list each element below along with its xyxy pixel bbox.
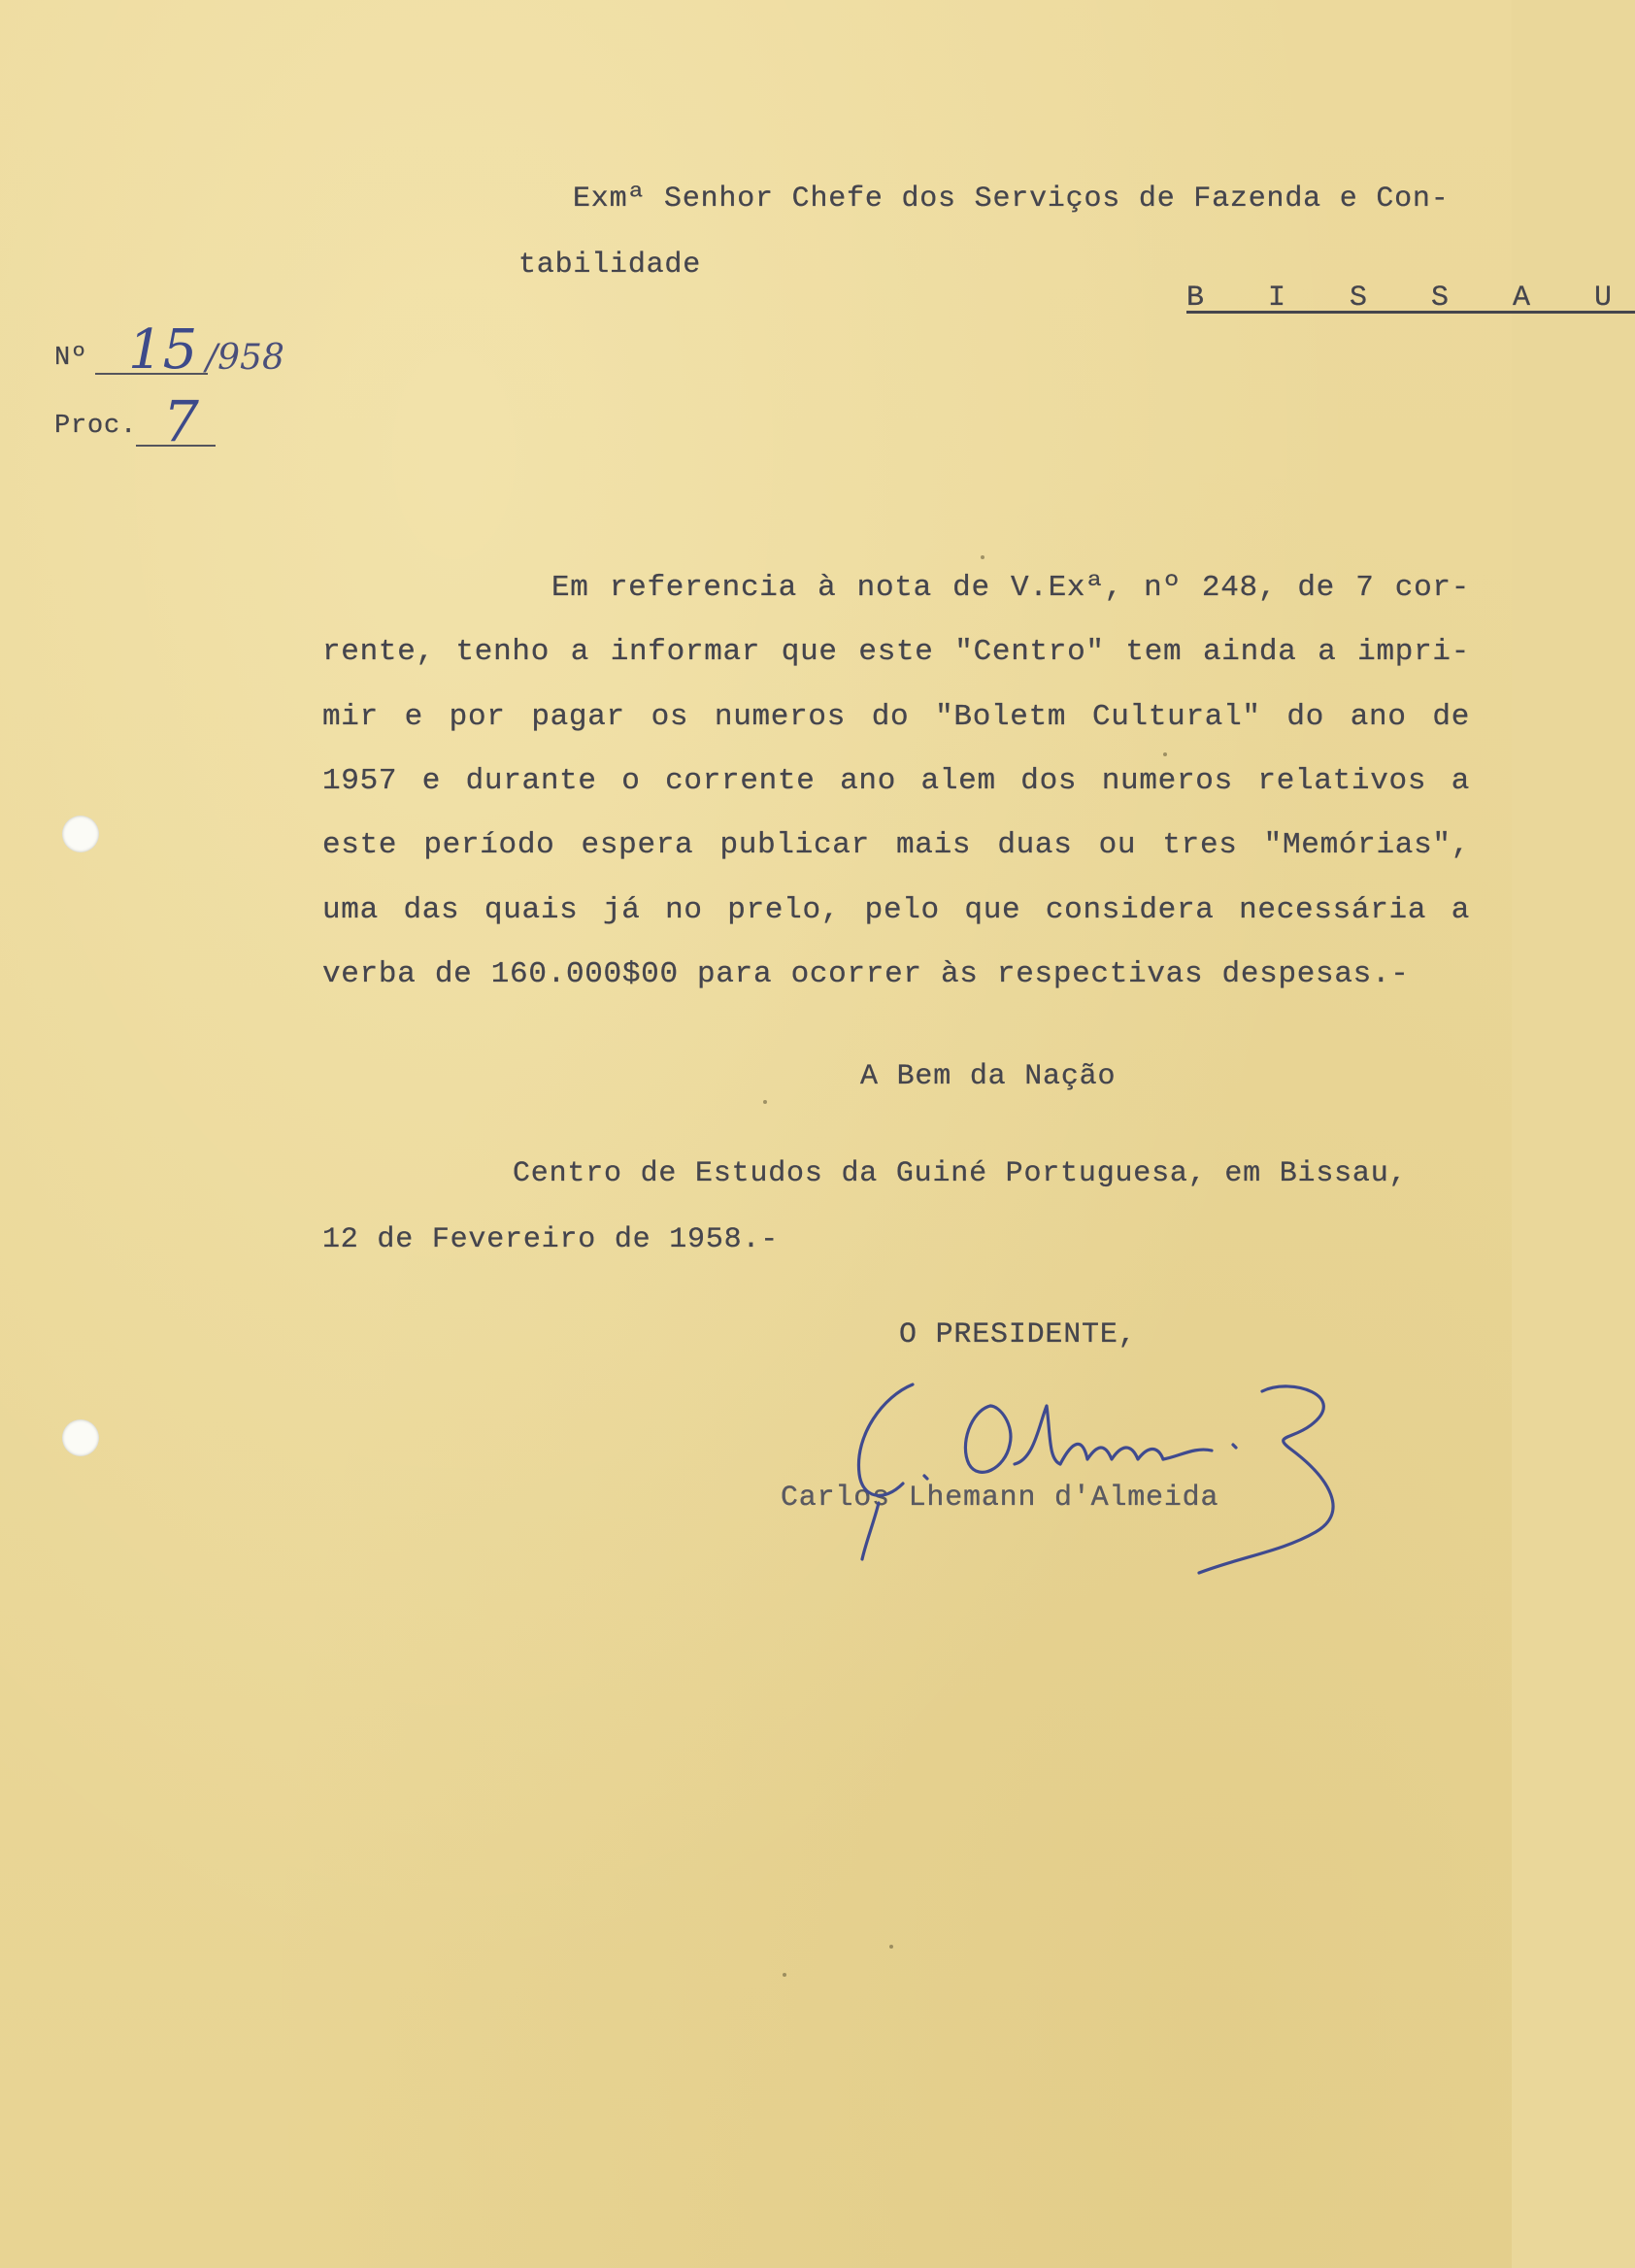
- proc-value: 7: [163, 388, 199, 454]
- punch-hole-bottom: [62, 1419, 99, 1456]
- signatory-title: O PRESIDENTE,: [899, 1318, 1137, 1351]
- paper-speck: [783, 1973, 786, 1977]
- destination-city: B I S S A U: [1186, 282, 1635, 315]
- proc-label: Proc.: [54, 412, 138, 441]
- paper-speck: [981, 555, 984, 559]
- signatory-name: Carlos Lhemann d'Almeida: [781, 1482, 1219, 1515]
- addressee-line-1: Exmª Senhor Chefe dos Serviços de Fazenda e Con-: [573, 183, 1450, 216]
- paper-speck: [889, 1945, 893, 1949]
- body-line-4: 1957 e durante o corrente ano alem dos numeros relativos a: [322, 764, 1470, 798]
- handwritten-signature: [806, 1367, 1350, 1581]
- addressee-line-2: tabilidade: [518, 249, 702, 282]
- date-line: 12 de Fevereiro de 1958.-: [322, 1223, 780, 1256]
- place-line: Centro de Estudos da Guiné Portuguesa, em Bissau,: [513, 1157, 1408, 1190]
- body-line-7: verba de 160.000$00 para ocorrer às respectivas despesas.-: [322, 957, 1410, 991]
- body-line-3: mir e por pagar os numeros do "Boletm Cultural" do ano de: [322, 700, 1470, 734]
- ref-number-value: 15: [128, 318, 198, 382]
- body-line-5: este período espera publicar mais duas ou tres "Memórias",: [322, 828, 1470, 862]
- punch-hole-top: [62, 816, 99, 852]
- paper-speck: [1163, 752, 1167, 756]
- body-line-1: Em referencia à nota de V.Exª, nº 248, de 7 cor-: [551, 571, 1470, 605]
- ref-number-label: Nº: [54, 344, 88, 373]
- ref-number-year: /958: [206, 338, 284, 378]
- closing-salutation: A Bem da Nação: [860, 1060, 1117, 1093]
- paper-speck: [763, 1100, 767, 1104]
- body-line-2: rente, tenho a informar que este "Centro" tem ainda a impri-: [322, 635, 1470, 669]
- body-line-6: uma das quais já no prelo, pelo que considera necessária a: [322, 893, 1470, 927]
